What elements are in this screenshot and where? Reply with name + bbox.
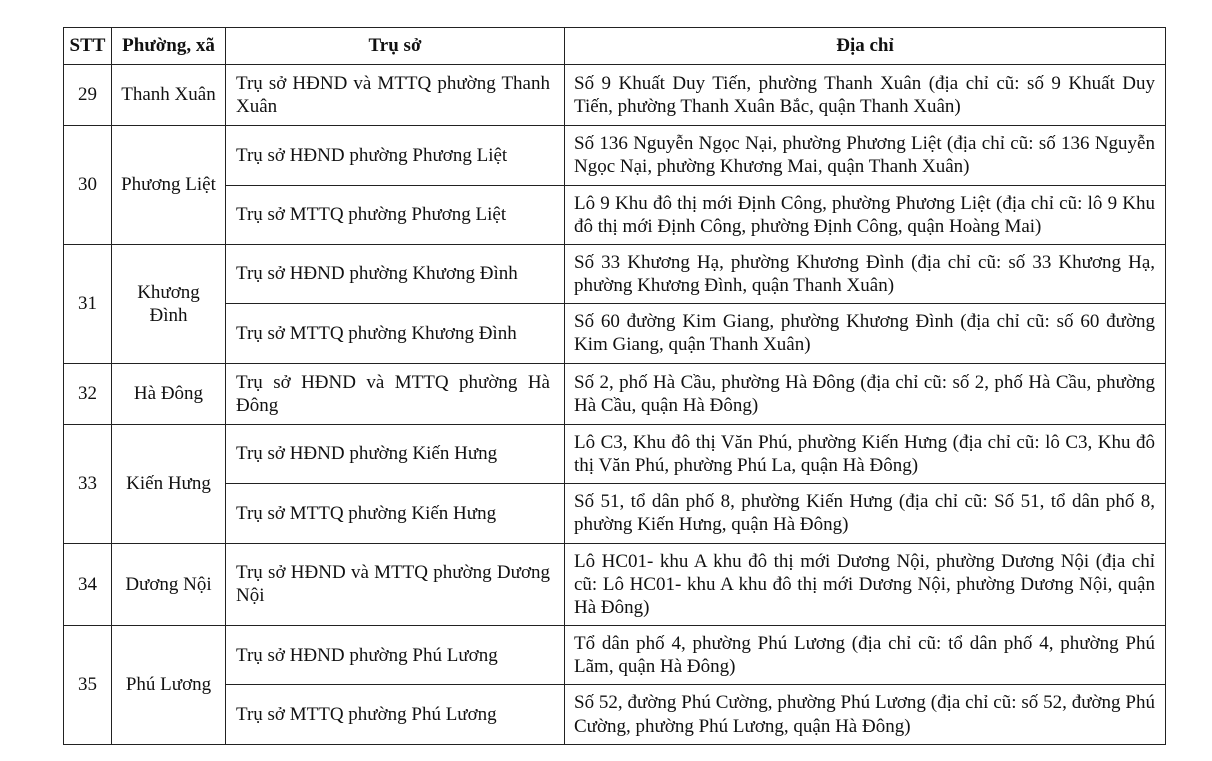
cell-ward-name: Phú Lương	[112, 626, 226, 745]
table-row	[64, 363, 1166, 424]
cell-office: Trụ sở HĐND phường Khương Đình	[226, 244, 565, 303]
cell-address: Số 33 Khương Hạ, phường Khương Đình (địa chỉ cũ: số 33 Khương Hạ, phường Khương Đình, quận Thanh Xuân)	[565, 244, 1166, 303]
cell-stt: 35	[64, 626, 112, 745]
cell-office: Trụ sở MTTQ phường Khương Đình	[226, 304, 565, 363]
cell-address: Số 60 đường Kim Giang, phường Khương Đình (địa chỉ cũ: số 60 đường Kim Giang, quận Thanh Xuân)	[565, 304, 1166, 363]
cell-stt: 29	[64, 64, 112, 125]
cell-stt: 31	[64, 244, 112, 363]
cell-ward-name: Khương Đình	[112, 244, 226, 363]
table-row	[64, 244, 1166, 303]
ward-offices-table	[63, 27, 1166, 745]
table-row	[64, 64, 1166, 125]
cell-address: Tổ dân phố 4, phường Phú Lương (địa chỉ cũ: tổ dân phố 4, phường Phú Lãm, quận Hà Đông)	[565, 626, 1166, 685]
cell-address: Lô HC01- khu A khu đô thị mới Dương Nội, phường Dương Nội (địa chỉ cũ: Lô HC01- khu A khu đô thị mới Dương Nội, phường Dương Nội, quận Hà Đông)	[565, 543, 1166, 626]
cell-address: Số 51, tổ dân phố 8, phường Kiến Hưng (địa chỉ cũ: Số 51, tổ dân phố 8, phường Kiến Hưng, quận Hà Đông)	[565, 484, 1166, 543]
cell-office: Trụ sở MTTQ phường Kiến Hưng	[226, 484, 565, 543]
cell-office: Trụ sở HĐND và MTTQ phường Dương Nội	[226, 543, 565, 626]
cell-ward-name: Kiến Hưng	[112, 424, 226, 543]
cell-ward-name: Phương Liệt	[112, 126, 226, 245]
table-row	[64, 424, 1166, 483]
cell-stt: 32	[64, 363, 112, 424]
cell-address: Số 9 Khuất Duy Tiến, phường Thanh Xuân (địa chỉ cũ: số 9 Khuất Duy Tiến, phường Thanh Xuân Bắc, quận Thanh Xuân)	[565, 64, 1166, 125]
table-row	[64, 626, 1166, 685]
header-office: Trụ sở	[226, 28, 565, 65]
table-row	[64, 484, 1166, 543]
cell-ward-name: Thanh Xuân	[112, 64, 226, 125]
header-ward: Phường, xã	[112, 28, 226, 65]
cell-address: Lô C3, Khu đô thị Văn Phú, phường Kiến Hưng (địa chỉ cũ: lô C3, Khu đô thị Văn Phú, phường Phú La, quận Hà Đông)	[565, 424, 1166, 483]
cell-office: Trụ sở HĐND phường Phương Liệt	[226, 126, 565, 185]
cell-stt: 34	[64, 543, 112, 626]
header-stt: STT	[64, 28, 112, 65]
cell-stt: 30	[64, 126, 112, 245]
cell-address: Số 2, phố Hà Cầu, phường Hà Đông (địa chỉ cũ: số 2, phố Hà Cầu, phường Hà Cầu, quận Hà Đông)	[565, 363, 1166, 424]
cell-office: Trụ sở HĐND và MTTQ phường Hà Đông	[226, 363, 565, 424]
table-row	[64, 543, 1166, 626]
table-body	[64, 64, 1166, 744]
cell-office: Trụ sở HĐND phường Kiến Hưng	[226, 424, 565, 483]
cell-ward-name: Hà Đông	[112, 363, 226, 424]
cell-office: Trụ sở HĐND phường Phú Lương	[226, 626, 565, 685]
table-header-row	[64, 28, 1166, 65]
cell-address: Số 52, đường Phú Cường, phường Phú Lương (địa chỉ cũ: số 52, đường Phú Cường, phường Phú Lương, quận Hà Đông)	[565, 685, 1166, 744]
header-address: Địa chỉ	[565, 28, 1166, 65]
cell-office: Trụ sở MTTQ phường Phương Liệt	[226, 185, 565, 244]
table-row	[64, 185, 1166, 244]
table-row	[64, 126, 1166, 185]
cell-address: Lô 9 Khu đô thị mới Định Công, phường Phương Liệt (địa chỉ cũ: lô 9 Khu đô thị mới Định Công, phường Định Công, quận Hoàng Mai)	[565, 185, 1166, 244]
table-row	[64, 685, 1166, 744]
cell-address: Số 136 Nguyễn Ngọc Nại, phường Phương Liệt (địa chỉ cũ: số 136 Nguyễn Ngọc Nại, phường Khương Mai, quận Thanh Xuân)	[565, 126, 1166, 185]
cell-ward-name: Dương Nội	[112, 543, 226, 626]
cell-office: Trụ sở MTTQ phường Phú Lương	[226, 685, 565, 744]
cell-stt: 33	[64, 424, 112, 543]
table-row	[64, 304, 1166, 363]
cell-office: Trụ sở HĐND và MTTQ phường Thanh Xuân	[226, 64, 565, 125]
